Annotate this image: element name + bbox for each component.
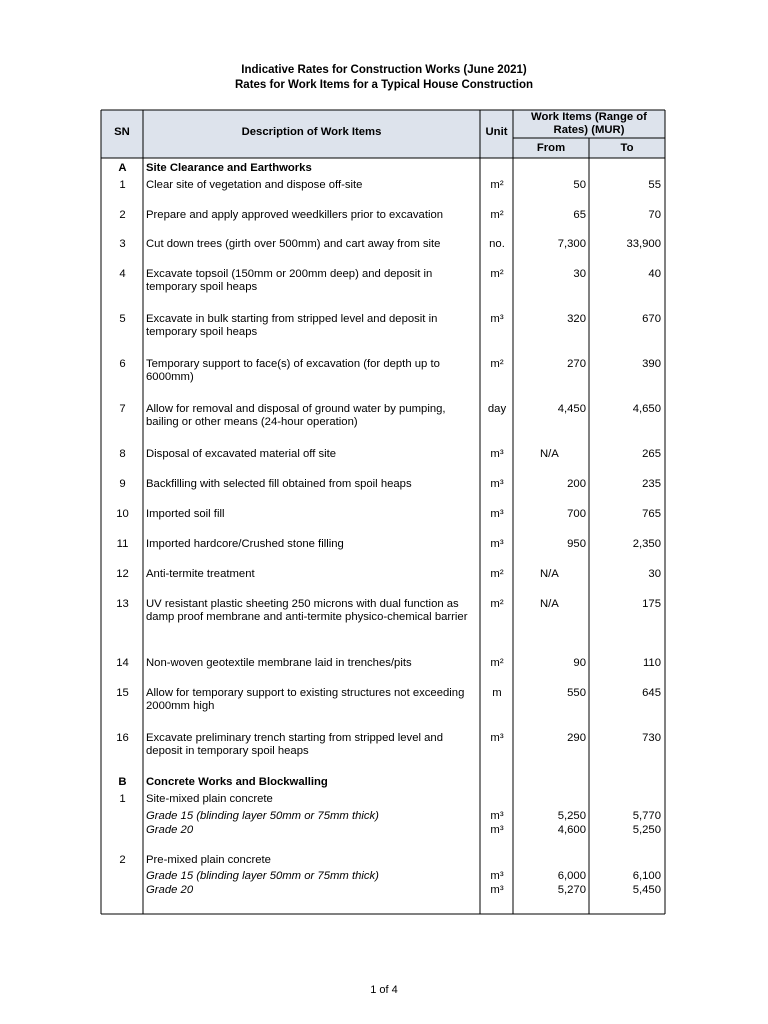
section-code: A bbox=[118, 162, 127, 174]
subrow-to: 5,250 bbox=[632, 824, 661, 836]
header-unit: Unit bbox=[485, 126, 508, 138]
row-from: 550 bbox=[567, 687, 586, 699]
row-to: 390 bbox=[642, 358, 661, 370]
row-from: 200 bbox=[567, 478, 586, 490]
row-sn: 3 bbox=[119, 238, 126, 250]
page-title: Indicative Rates for Construction Works (June 2021) bbox=[241, 64, 527, 76]
row-from: 90 bbox=[573, 657, 586, 669]
row-unit: m³ bbox=[490, 478, 504, 490]
row-sn: 10 bbox=[116, 508, 129, 520]
row-unit: no. bbox=[489, 238, 505, 250]
row-to: 70 bbox=[648, 209, 661, 221]
subrow-to: 5,770 bbox=[632, 810, 661, 822]
row-to: 2,350 bbox=[632, 538, 661, 550]
subrow-from: 6,000 bbox=[557, 870, 586, 882]
row-unit: m² bbox=[490, 358, 504, 370]
row-unit: m² bbox=[490, 657, 504, 669]
subrow-unit: m³ bbox=[490, 824, 504, 836]
row-sn: 1 bbox=[119, 179, 126, 191]
row-to: 765 bbox=[642, 508, 661, 520]
row-sn: 14 bbox=[116, 657, 129, 669]
row-description: Cut down trees (girth over 500mm) and cart away from site bbox=[146, 238, 441, 250]
row-description: UV resistant plastic sheeting 250 microns with dual function as damp proof membrane and anti-termite physico-chemical barrier bbox=[146, 598, 468, 623]
row-unit: m³ bbox=[490, 538, 504, 550]
subrow-unit: m³ bbox=[490, 884, 504, 896]
header-range: Work Items (Range of Rates) (MUR) bbox=[531, 111, 647, 136]
row-to: 670 bbox=[642, 313, 661, 325]
row-to: 265 bbox=[642, 448, 661, 460]
section-title: Site Clearance and Earthworks bbox=[146, 162, 312, 174]
row-unit: m² bbox=[490, 568, 504, 580]
subrow-to: 5,450 bbox=[632, 884, 661, 896]
row-description: Clear site of vegetation and dispose off-site bbox=[146, 179, 363, 191]
section-code: B bbox=[118, 776, 127, 788]
row-sn: 1 bbox=[119, 793, 126, 805]
row-description: Allow for temporary support to existing structures not exceeding 2000mm high bbox=[146, 687, 465, 712]
subrow-from: 5,270 bbox=[557, 884, 586, 896]
row-sn: 9 bbox=[119, 478, 126, 490]
subrow-description: Grade 15 (blinding layer 50mm or 75mm thick) bbox=[146, 870, 379, 882]
row-unit: m³ bbox=[490, 732, 504, 744]
row-description: Allow for removal and disposal of ground water by pumping, bailing or other means (24-hour operation) bbox=[146, 403, 446, 428]
row-description: Excavate topsoil (150mm or 200mm deep) and deposit in temporary spoil heaps bbox=[146, 268, 433, 293]
row-sn: 15 bbox=[116, 687, 129, 699]
row-description: Site-mixed plain concrete bbox=[146, 793, 273, 805]
row-to: 645 bbox=[642, 687, 661, 699]
row-unit: m² bbox=[490, 268, 504, 280]
row-from: N/A bbox=[540, 568, 559, 580]
row-from: 290 bbox=[567, 732, 586, 744]
row-unit: m³ bbox=[490, 448, 504, 460]
row-sn: 13 bbox=[116, 598, 129, 610]
row-unit: m bbox=[492, 687, 502, 699]
row-from: 50 bbox=[573, 179, 586, 191]
header-sn: SN bbox=[114, 126, 130, 138]
row-from: 700 bbox=[567, 508, 586, 520]
row-to: 110 bbox=[642, 657, 661, 669]
subrow-unit: m³ bbox=[490, 810, 504, 822]
subrow-unit: m³ bbox=[490, 870, 504, 882]
row-from: 65 bbox=[573, 209, 586, 221]
row-description: Non-woven geotextile membrane laid in trenches/pits bbox=[146, 657, 412, 669]
subrow-from: 4,600 bbox=[557, 824, 586, 836]
row-from: 950 bbox=[567, 538, 586, 550]
row-from: 270 bbox=[567, 358, 586, 370]
row-from: N/A bbox=[540, 598, 559, 610]
row-from: 4,450 bbox=[557, 403, 586, 415]
row-sn: 2 bbox=[119, 209, 126, 221]
row-unit: m² bbox=[490, 598, 504, 610]
header-description: Description of Work Items bbox=[241, 126, 382, 138]
row-sn: 4 bbox=[119, 268, 126, 280]
row-unit: m³ bbox=[490, 508, 504, 520]
page-subtitle: Rates for Work Items for a Typical House Construction bbox=[235, 79, 533, 91]
row-to: 235 bbox=[642, 478, 661, 490]
section-title: Concrete Works and Blockwalling bbox=[146, 776, 328, 788]
subrow-description: Grade 20 bbox=[146, 824, 194, 836]
row-from: N/A bbox=[540, 448, 559, 460]
subrow-description: Grade 20 bbox=[146, 884, 194, 896]
row-from: 320 bbox=[567, 313, 586, 325]
header-from: From bbox=[536, 142, 566, 154]
row-description: Pre-mixed plain concrete bbox=[146, 854, 271, 866]
row-to: 4,650 bbox=[632, 403, 661, 415]
row-description: Temporary support to face(s) of excavation (for depth up to 6000mm) bbox=[146, 358, 440, 383]
row-description: Prepare and apply approved weedkillers prior to excavation bbox=[146, 209, 444, 221]
subrow-from: 5,250 bbox=[557, 810, 586, 822]
row-sn: 8 bbox=[119, 448, 126, 460]
row-unit: m² bbox=[490, 209, 504, 221]
row-description: Imported hardcore/Crushed stone filling bbox=[146, 538, 344, 550]
row-to: 40 bbox=[648, 268, 661, 280]
row-to: 730 bbox=[642, 732, 661, 744]
row-to: 33,900 bbox=[626, 238, 661, 250]
header-to: To bbox=[620, 142, 634, 154]
row-from: 7,300 bbox=[557, 238, 586, 250]
row-description: Excavate preliminary trench starting from stripped level and deposit in temporary spoil heaps bbox=[146, 732, 443, 757]
subrow-description: Grade 15 (blinding layer 50mm or 75mm thick) bbox=[146, 810, 379, 822]
row-sn: 6 bbox=[119, 358, 126, 370]
subrow-to: 6,100 bbox=[632, 870, 661, 882]
row-sn: 11 bbox=[116, 538, 129, 550]
page-number: 1 of 4 bbox=[370, 984, 398, 996]
row-to: 175 bbox=[642, 598, 661, 610]
row-sn: 16 bbox=[116, 732, 129, 744]
row-to: 55 bbox=[648, 179, 661, 191]
row-from: 30 bbox=[573, 268, 586, 280]
row-sn: 2 bbox=[119, 854, 126, 866]
row-description: Excavate in bulk starting from stripped level and deposit in temporary spoil heaps bbox=[146, 313, 438, 338]
row-to: 30 bbox=[648, 568, 661, 580]
row-unit: day bbox=[487, 403, 507, 415]
row-sn: 7 bbox=[119, 403, 126, 415]
row-sn: 5 bbox=[119, 313, 126, 325]
row-description: Backfilling with selected fill obtained from spoil heaps bbox=[146, 478, 412, 490]
row-unit: m² bbox=[490, 179, 504, 191]
row-description: Anti-termite treatment bbox=[146, 568, 255, 580]
row-sn: 12 bbox=[116, 568, 129, 580]
row-description: Imported soil fill bbox=[146, 508, 225, 520]
row-unit: m³ bbox=[490, 313, 504, 325]
row-description: Disposal of excavated material off site bbox=[146, 448, 337, 460]
